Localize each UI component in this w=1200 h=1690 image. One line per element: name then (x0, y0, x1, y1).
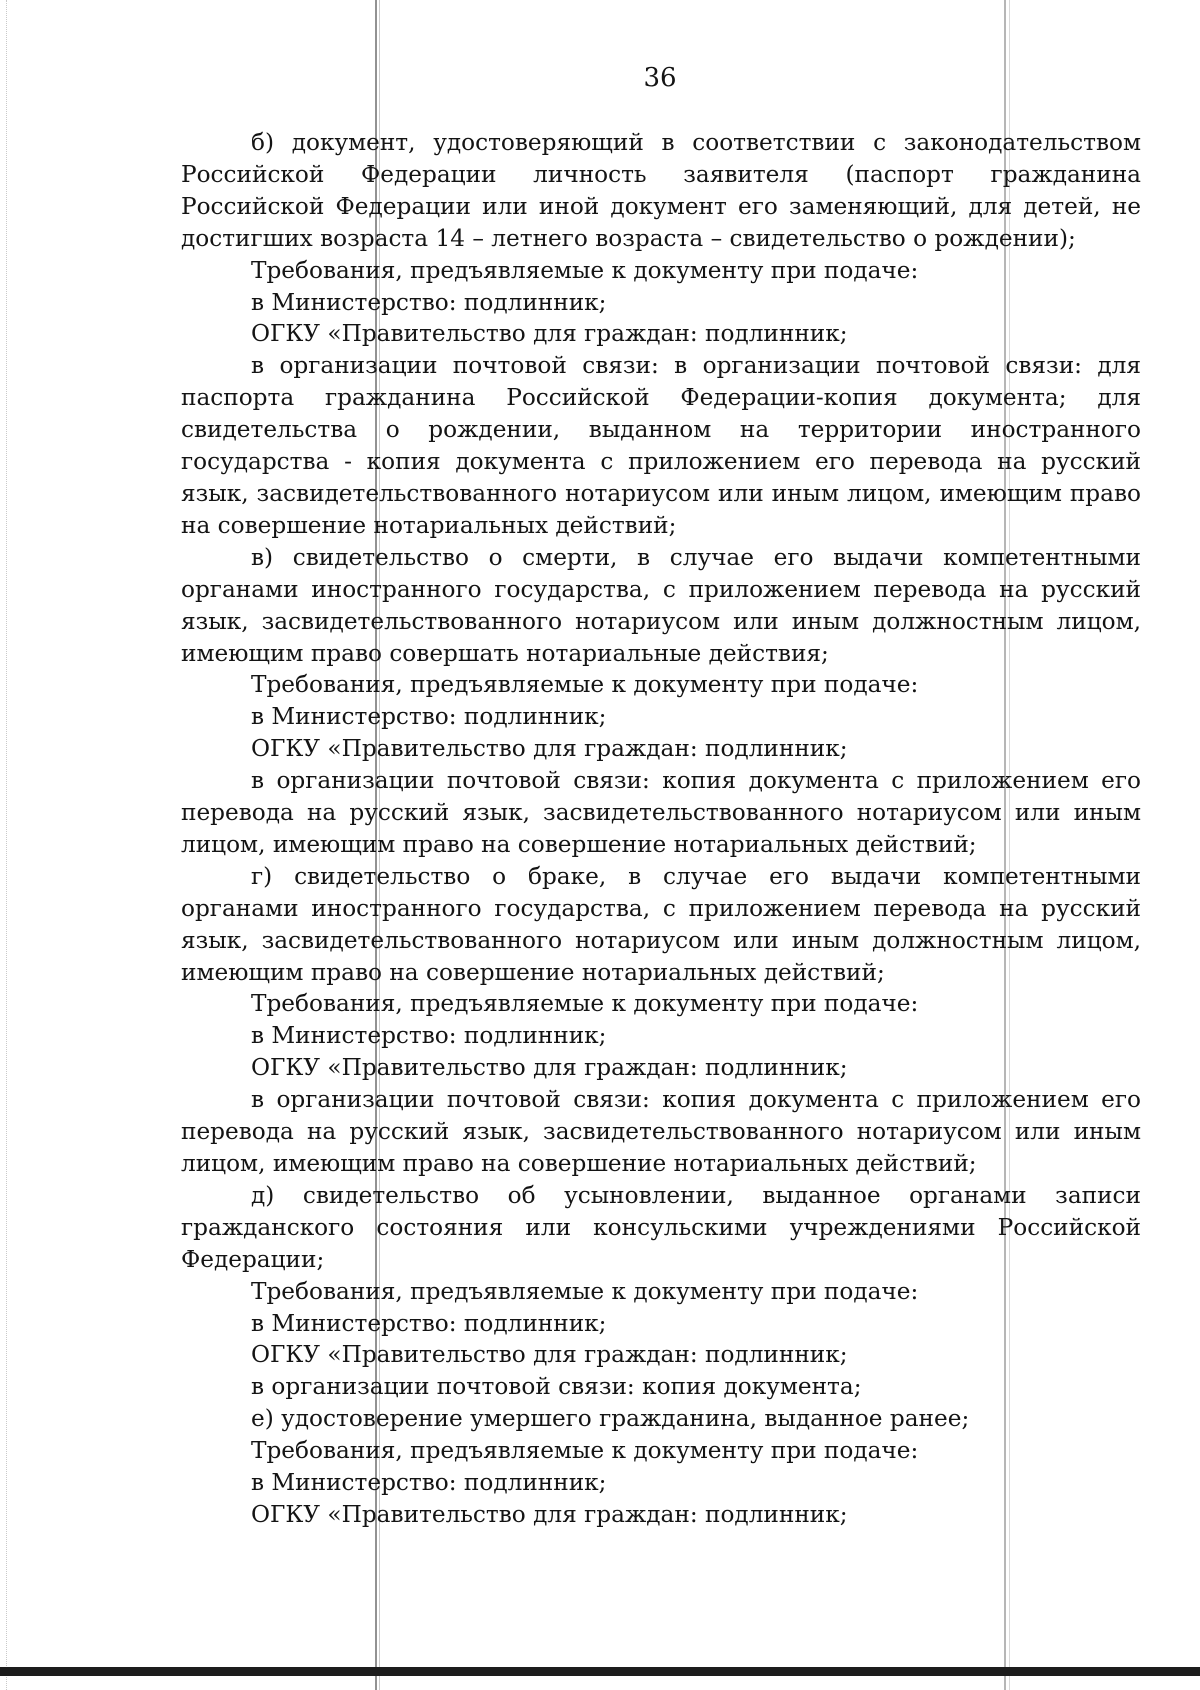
requirement-ogku: ОГКУ «Правительство для граждан: подлинник; (251, 735, 848, 763)
scan-bottom-edge (0, 1667, 1200, 1676)
requirement-post-office: в организации почтовой связи: копия документа с приложением его перевода на русский язык, засвидетельствованного нотариусом или иным лицом, имеющим право на совершение нотариальных действий; (181, 767, 1141, 858)
requirement-ministry: в Министерство: подлинник; (251, 703, 607, 731)
requirement-ministry: в Министерство: подлинник; (251, 1022, 607, 1050)
requirement-ministry: в Министерство: подлинник; (251, 288, 607, 316)
paragraph-item-g: г) свидетельство о браке, в случае его выдачи компетентными органами иностранного государства, с приложением перевода на русский язык, засвидетельствованного нотариусом или иным должностным лицом, имеющим право на совершение нотариальных действий; (181, 862, 1141, 986)
requirements-heading: Требования, предъявляемые к документу при подаче: (251, 256, 919, 284)
requirement-ministry: в Министерство: подлинник; (251, 1309, 607, 1337)
requirement-ogku: ОГКУ «Правительство для граждан: подлинник; (251, 1341, 848, 1369)
requirements-heading: Требования, предъявляемые к документу при подаче: (251, 1277, 919, 1305)
document-body (181, 127, 1141, 1531)
paragraph-item-v: в) свидетельство о смерти, в случае его выдачи компетентными органами иностранного государства, с приложением перевода на русский язык, засвидетельствованного нотариусом или иным должностным лицом, имеющим право совершать нотариальные действия; (181, 543, 1141, 667)
requirement-ministry: в Министерство: подлинник; (251, 1469, 607, 1497)
paragraph-item-b: б) документ, удостоверяющий в соответствии с законодательством Российской Федерации личность заявителя (паспорт гражданина Российской Федерации или иной документ его заменяющий, для детей, не достигших возраста 14 – летнего возраста – свидетельство о рождении); (181, 129, 1141, 252)
paragraph-item-e: е) удостоверение умершего гражданина, выданное ранее; (251, 1405, 970, 1433)
requirement-post-office: в организации почтовой связи: копия документа с приложением его перевода на русский язык, засвидетельствованного нотариусом или иным лицом, имеющим право на совершение нотариальных действий; (181, 1086, 1141, 1177)
requirement-post-office: в организации почтовой связи: в организации почтовой связи: для паспорта гражданина Российской Федерации-копия документа; для свидетельства о рождении, выданном на территории иностранного государства - копия документа с приложением его перевода на русский язык, засвидетельствованного нотариусом или иным лицом, имеющим право на совершение нотариальных действий; (181, 352, 1141, 539)
requirements-heading: Требования, предъявляемые к документу при подаче: (251, 990, 919, 1018)
requirement-post-office: в организации почтовой связи: копия документа; (251, 1373, 862, 1401)
page-number: 36 (643, 63, 677, 93)
requirement-ogku: ОГКУ «Правительство для граждан: подлинник; (251, 320, 848, 348)
requirements-heading: Требования, предъявляемые к документу при подаче: (251, 671, 919, 699)
requirements-heading: Требования, предъявляемые к документу при подаче: (251, 1437, 919, 1465)
scan-margin-dots (6, 0, 8, 1690)
requirement-ogku: ОГКУ «Правительство для граждан: подлинник; (251, 1054, 848, 1082)
paragraph-item-d: д) свидетельство об усыновлении, выданное органами записи гражданского состояния или консульскими учреждениями Российской Федерации; (181, 1181, 1141, 1273)
requirement-ogku: ОГКУ «Правительство для граждан: подлинник; (251, 1500, 848, 1528)
